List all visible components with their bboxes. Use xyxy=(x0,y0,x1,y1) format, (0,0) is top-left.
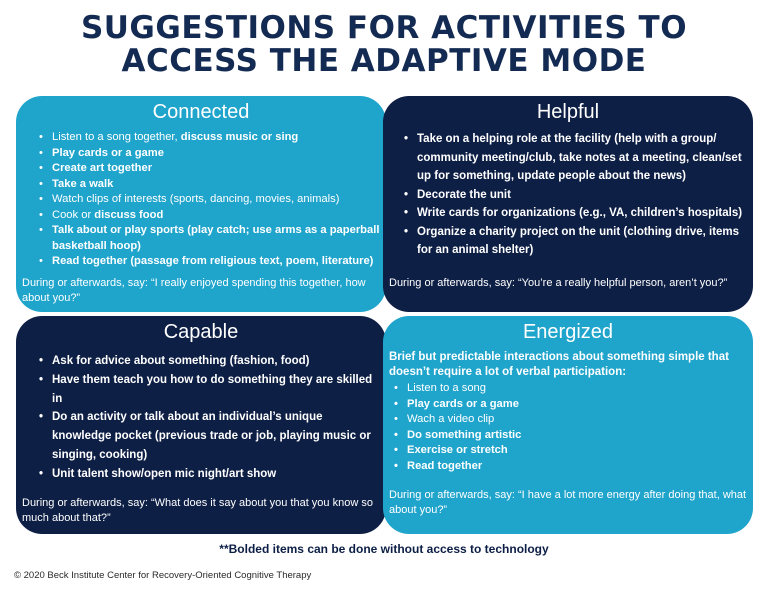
list-item: • Take on a helping role at the facility (help with a group/ community meeting/club, take notes at a meeting, clean/set up for something, update people about the news) xyxy=(401,130,743,186)
page-title-line-1: SUGGESTIONS FOR ACTIVITIES TO xyxy=(80,10,688,46)
card-connected xyxy=(16,96,386,312)
card-energized xyxy=(383,316,753,534)
card-connected-list xyxy=(36,130,386,270)
list-item: • Have them teach you how to do something they are skilled in xyxy=(36,371,376,409)
list-item: • Listen to a song together, discuss music or sing xyxy=(36,130,386,146)
card-helpful xyxy=(383,96,753,312)
card-helpful-prompt: During or afterwards, say: “You’re a really helpful person, aren’t you?” xyxy=(389,277,728,289)
page-title-line-2: ACCESS THE ADAPTIVE MODE xyxy=(121,43,647,79)
list-item: • Cook or discuss food xyxy=(36,208,386,224)
card-connected-prompt: During or afterwards, say: “I really enjoyed spending this together, how about you?” xyxy=(22,277,366,304)
list-item: • Ask for advice about something (fashion, food) xyxy=(36,352,376,371)
card-energized-prompt: During or afterwards, say: “I have a lot more energy after doing that, what about you?” xyxy=(389,489,747,516)
card-energized-list xyxy=(391,381,753,474)
page-title xyxy=(0,12,768,78)
list-item: • Decorate the unit xyxy=(401,186,743,205)
list-item: • Listen to a song xyxy=(391,381,753,397)
card-energized-intro: Brief but predictable interactions about something simple that doesn’t require a lot of verbal participation: xyxy=(389,351,729,378)
list-item: • Create art together xyxy=(36,161,386,177)
list-item: • Do an activity or talk about an individual’s unique knowledge pocket (previous trade or job, playing music or singing, cooking) xyxy=(36,408,376,464)
card-capable-prompt: During or afterwards, say: “What does it say about you that you know so much about that?” xyxy=(22,497,373,524)
list-item: • Read together (passage from religious text, poem, literature) xyxy=(36,254,386,270)
card-energized-heading: Energized xyxy=(522,321,614,343)
card-capable-heading: Capable xyxy=(163,321,239,343)
list-item: • Exercise or stretch xyxy=(391,443,753,459)
list-item: • Talk about or play sports (play catch; use arms as a paperball basketball hoop) xyxy=(36,223,386,254)
card-helpful-list xyxy=(401,130,743,260)
bold-items-footnote: **Bolded items can be done without access to technology xyxy=(219,542,549,556)
list-item: • Wach a video clip xyxy=(391,412,753,428)
card-capable xyxy=(16,316,386,534)
card-capable-list xyxy=(36,352,376,484)
list-item: • Play cards or a game xyxy=(36,146,386,162)
card-helpful-heading: Helpful xyxy=(536,101,600,123)
list-item: • Unit talent show/open mic night/art show xyxy=(36,465,376,484)
card-connected-heading: Connected xyxy=(152,101,250,123)
list-item: • Take a walk xyxy=(36,177,386,193)
list-item: • Play cards or a game xyxy=(391,397,753,413)
list-item: • Read together xyxy=(391,459,753,475)
list-item: • Watch clips of interests (sports, dancing, movies, animals) xyxy=(36,192,386,208)
list-item: • Do something artistic xyxy=(391,428,753,444)
list-item: • Organize a charity project on the unit (clothing drive, items for an animal shelter) xyxy=(401,223,743,260)
list-item: • Write cards for organizations (e.g., VA, children’s hospitals) xyxy=(401,204,743,223)
copyright-notice: © 2020 Beck Institute Center for Recovery-Oriented Cognitive Therapy xyxy=(14,570,312,581)
